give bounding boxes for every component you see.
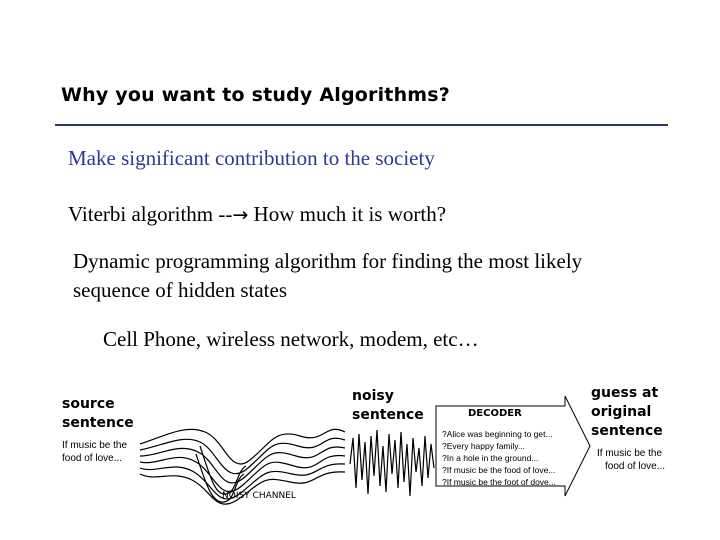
applications-line: Cell Phone, wireless network, modem, etc… <box>103 327 479 351</box>
dp-description-line1: Dynamic programming algorithm for finding the most likely <box>73 249 583 273</box>
guess-option: ?In a hole in the ground... <box>442 453 539 463</box>
dp-description-line2: sequence of hidden states <box>73 278 288 302</box>
guess-option: ?Every happy family... <box>442 441 525 451</box>
noisy-heading-2: sentence <box>352 407 424 423</box>
guess-option: ?Alice was beginning to get... <box>442 429 553 439</box>
slide-title: Why you want to study Algorithms? <box>61 84 451 106</box>
guess-heading-1: guess at <box>591 385 659 401</box>
title-underline <box>55 124 668 126</box>
source-heading-1: source <box>62 396 115 412</box>
guess-option: ?If music be the foot of dove... <box>442 477 556 487</box>
worth-question: How much it is worth? <box>248 202 447 226</box>
bullet-viterbi <box>68 202 446 227</box>
decoder-label: DECODER <box>468 408 522 419</box>
guess-text-2: food of love... <box>605 461 666 472</box>
source-heading-2: sentence <box>62 415 134 431</box>
noisy-channel-figure <box>0 376 720 540</box>
noisy-signal-icon <box>350 430 434 496</box>
right-arrow-icon: → <box>232 204 249 226</box>
guess-heading-3: sentence <box>591 423 663 439</box>
guess-text-1: If music be the <box>597 448 663 459</box>
bullet-contribution: Make significant contribution to the society <box>68 146 435 170</box>
noisy-heading-1: noisy <box>352 388 394 404</box>
source-text-2: food of love... <box>62 453 123 464</box>
guess-option: ?If music be the food of love... <box>442 465 556 475</box>
source-text-1: If music be the <box>62 440 128 451</box>
viterbi-label: Viterbi algorithm -- <box>68 202 233 226</box>
guess-heading-2: original <box>591 404 652 420</box>
noisy-channel-label: NOISY CHANNEL <box>222 491 296 501</box>
